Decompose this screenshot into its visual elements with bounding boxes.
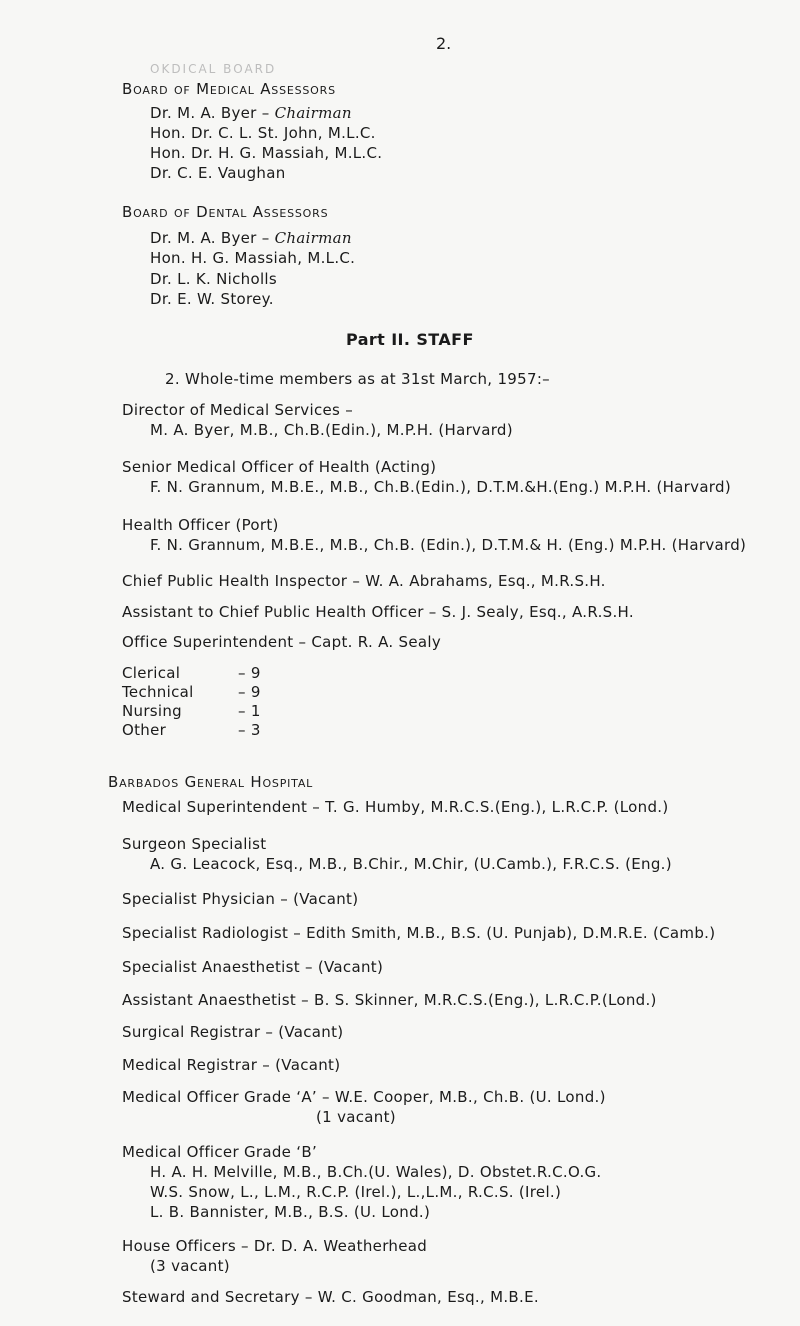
hospital-line: Specialist Anaesthetist – (Vacant): [122, 958, 384, 976]
member-name: Dr. M. A. Byer: [150, 229, 257, 247]
hospital-line: Specialist Physician – (Vacant): [122, 890, 359, 908]
hospital-line: Medical Officer Grade ‘A’ – W.E. Cooper, M.B., Ch.B. (U. Lond.): [122, 1088, 606, 1106]
medical-board-member: Dr. C. E. Vaughan: [150, 164, 286, 182]
superintendent-line: Office Superintendent – Capt. R. A. Sealy: [122, 633, 442, 651]
hospital-line: Medical Superintendent – T. G. Humby, M.R.C.S.(Eng.), L.R.C.P. (Lond.): [122, 798, 669, 816]
assistant-line: Assistant to Chief Public Health Officer – S. J. Sealy, Esq., A.R.S.H.: [122, 603, 634, 621]
separator: –: [256, 229, 275, 247]
faint-header-text: OKDICAL BOARD: [150, 62, 277, 76]
staff-category-row: [122, 683, 261, 702]
medical-board-member: Hon. Dr. H. G. Massiah, M.L.C.: [150, 144, 383, 162]
category-count: – 1: [238, 702, 261, 720]
dental-board-heading: Board of Dental Assessors: [122, 203, 329, 221]
dental-board-member: Dr. E. W. Storey.: [150, 290, 274, 308]
port-officer-title: Health Officer (Port): [122, 516, 279, 534]
hospital-line: Assistant Anaesthetist – B. S. Skinner, M.R.C.S.(Eng.), L.R.C.P.(Lond.): [122, 991, 657, 1009]
smo-title: Senior Medical Officer of Health (Acting): [122, 458, 437, 476]
staff-category-row: [122, 664, 261, 683]
hospital-line: L. B. Bannister, M.B., B.S. (U. Lond.): [150, 1203, 431, 1221]
category-count: – 9: [238, 664, 261, 682]
separator: –: [256, 104, 275, 122]
member-role: Chairman: [274, 104, 352, 122]
category-label: Clerical: [122, 664, 181, 682]
staff-category-row: [122, 721, 261, 740]
hospital-line: Surgical Registrar – (Vacant): [122, 1023, 344, 1041]
port-officer-name: F. N. Grannum, M.B.E., M.B., Ch.B. (Edin.), D.T.M.& H. (Eng.) M.P.H. (Harvard): [150, 536, 747, 554]
hospital-heading: Barbados General Hospital: [108, 773, 314, 791]
hospital-line: Medical Officer Grade ‘B’: [122, 1143, 318, 1161]
staff-category-row: [122, 702, 261, 721]
intro-line: 2. Whole-time members as at 31st March, 1957:–: [165, 370, 550, 388]
category-label: Other: [122, 721, 167, 739]
dental-board-member: [150, 229, 352, 247]
hospital-line: H. A. H. Melville, M.B., B.Ch.(U. Wales), D. Obstet.R.C.O.G.: [150, 1163, 602, 1181]
chief-inspector-line: Chief Public Health Inspector – W. A. Abrahams, Esq., M.R.S.H.: [122, 572, 606, 590]
hospital-line: (1 vacant): [316, 1108, 396, 1126]
medical-board-member: [150, 104, 352, 122]
medical-board-member: Hon. Dr. C. L. St. John, M.L.C.: [150, 124, 376, 142]
hospital-line: A. G. Leacock, Esq., M.B., B.Chir., M.Chir, (U.Camb.), F.R.C.S. (Eng.): [150, 855, 672, 873]
dental-board-member: Hon. H. G. Massiah, M.L.C.: [150, 249, 356, 267]
dental-board-member: Dr. L. K. Nicholls: [150, 270, 278, 288]
category-label: Technical: [122, 683, 194, 701]
member-name: Dr. M. A. Byer: [150, 104, 257, 122]
category-count: – 9: [238, 683, 261, 701]
smo-name: F. N. Grannum, M.B.E., M.B., Ch.B.(Edin.), D.T.M.&H.(Eng.) M.P.H. (Harvard): [150, 478, 731, 496]
hospital-line: Medical Registrar – (Vacant): [122, 1056, 341, 1074]
medical-board-heading: Board of Medical Assessors: [122, 80, 336, 98]
member-role: Chairman: [274, 229, 352, 247]
director-name: M. A. Byer, M.B., Ch.B.(Edin.), M.P.H. (Harvard): [150, 421, 513, 439]
category-count: – 3: [238, 721, 261, 739]
hospital-line: (3 vacant): [150, 1257, 230, 1275]
part-heading: Part II. STAFF: [346, 330, 474, 349]
hospital-line: W.S. Snow, L., L.M., R.C.P. (Irel.), L.,L.M., R.C.S. (Irel.): [150, 1183, 562, 1201]
hospital-line: Specialist Radiologist – Edith Smith, M.B., B.S. (U. Punjab), D.M.R.E. (Camb.): [122, 924, 716, 942]
page-number: 2.: [436, 34, 452, 53]
hospital-line: House Officers – Dr. D. A. Weatherhead: [122, 1237, 428, 1255]
director-title: Director of Medical Services –: [122, 401, 354, 419]
hospital-line: Surgeon Specialist: [122, 835, 267, 853]
category-label: Nursing: [122, 702, 183, 720]
hospital-line: Steward and Secretary – W. C. Goodman, Esq., M.B.E.: [122, 1288, 539, 1306]
staff-category-list: [122, 664, 261, 740]
